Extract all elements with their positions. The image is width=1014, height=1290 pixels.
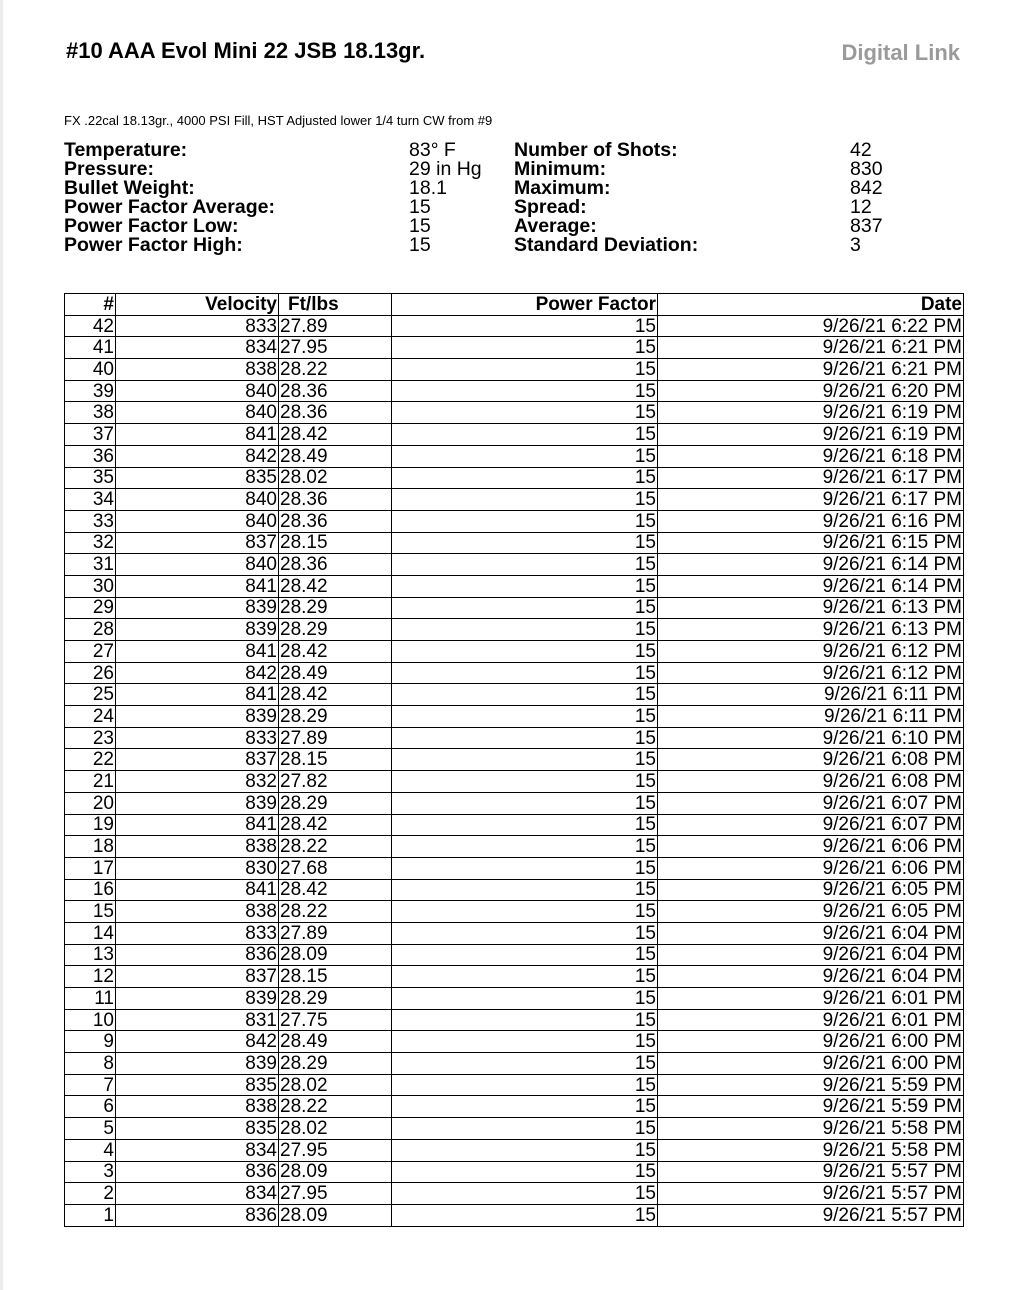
shot-number: 37 (65, 424, 116, 446)
shot-number: 42 (65, 315, 116, 337)
date-cell: 9/26/21 6:22 PM (658, 315, 964, 337)
table-row (65, 684, 964, 706)
velocity-cell: 838 (116, 1096, 279, 1118)
power-factor-cell: 15 (392, 424, 658, 446)
date-cell: 9/26/21 6:19 PM (658, 424, 964, 446)
ftlbs-cell: 28.36 (279, 554, 392, 576)
date-cell: 9/26/21 6:14 PM (658, 575, 964, 597)
shot-number: 21 (65, 771, 116, 793)
stats-right-labels (514, 141, 698, 255)
power-factor-cell: 15 (392, 1139, 658, 1161)
velocity-cell: 841 (116, 814, 279, 836)
shot-number: 8 (65, 1053, 116, 1075)
power-factor-cell: 15 (392, 706, 658, 728)
date-cell: 9/26/21 6:13 PM (658, 597, 964, 619)
table-row (65, 532, 964, 554)
power-factor-cell: 15 (392, 1183, 658, 1205)
ftlbs-cell: 28.42 (279, 575, 392, 597)
power-factor-cell: 15 (392, 315, 658, 337)
power-factor-cell: 15 (392, 944, 658, 966)
table-row (65, 1096, 964, 1118)
table-row (65, 1118, 964, 1140)
power-factor-cell: 15 (392, 1204, 658, 1226)
ftlbs-cell: 27.89 (279, 727, 392, 749)
velocity-cell: 841 (116, 684, 279, 706)
date-cell: 9/26/21 6:21 PM (658, 337, 964, 359)
date-cell: 9/26/21 5:59 PM (658, 1096, 964, 1118)
date-cell: 9/26/21 6:13 PM (658, 619, 964, 641)
shot-number: 33 (65, 510, 116, 532)
table-header-row (65, 294, 964, 316)
shot-number: 24 (65, 706, 116, 728)
shot-number: 32 (65, 532, 116, 554)
table-row (65, 424, 964, 446)
shot-number: 2 (65, 1183, 116, 1205)
date-cell: 9/26/21 6:21 PM (658, 359, 964, 381)
date-cell: 9/26/21 6:11 PM (658, 684, 964, 706)
ftlbs-cell: 28.02 (279, 1074, 392, 1096)
table-row (65, 337, 964, 359)
page-title: #10 AAA Evol Mini 22 JSB 18.13gr. (66, 38, 426, 63)
stat-value: 18.1 (409, 177, 447, 199)
ftlbs-cell: 28.36 (279, 380, 392, 402)
power-factor-cell: 15 (392, 597, 658, 619)
ftlbs-cell: 28.15 (279, 532, 392, 554)
power-factor-cell: 15 (392, 619, 658, 641)
ftlbs-cell: 28.36 (279, 489, 392, 511)
shot-number: 7 (65, 1074, 116, 1096)
velocity-cell: 840 (116, 402, 279, 424)
velocity-cell: 839 (116, 619, 279, 641)
date-cell: 9/26/21 6:16 PM (658, 510, 964, 532)
table-row (65, 727, 964, 749)
stat-label: Number of Shots: (514, 139, 678, 161)
stat-label: Average: (514, 215, 597, 237)
stat-value: 29 in Hg (409, 158, 482, 180)
shot-number: 23 (65, 727, 116, 749)
power-factor-cell: 15 (392, 1118, 658, 1140)
shot-number: 28 (65, 619, 116, 641)
date-cell: 9/26/21 6:00 PM (658, 1031, 964, 1053)
shot-number: 25 (65, 684, 116, 706)
ftlbs-cell: 28.09 (279, 944, 392, 966)
date-cell: 9/26/21 5:57 PM (658, 1183, 964, 1205)
velocity-cell: 839 (116, 706, 279, 728)
date-cell: 9/26/21 6:14 PM (658, 554, 964, 576)
power-factor-cell: 15 (392, 1096, 658, 1118)
power-factor-cell: 15 (392, 857, 658, 879)
shot-number: 30 (65, 575, 116, 597)
velocity-cell: 841 (116, 575, 279, 597)
stat-label: Spread: (514, 196, 587, 218)
table-row (65, 814, 964, 836)
ftlbs-cell: 28.49 (279, 445, 392, 467)
velocity-cell: 834 (116, 337, 279, 359)
velocity-cell: 833 (116, 315, 279, 337)
velocity-cell: 839 (116, 597, 279, 619)
power-factor-cell: 15 (392, 402, 658, 424)
shot-number: 1 (65, 1204, 116, 1226)
table-row (65, 380, 964, 402)
power-factor-cell: 15 (392, 922, 658, 944)
shot-number: 36 (65, 445, 116, 467)
shot-number: 15 (65, 901, 116, 923)
power-factor-cell: 15 (392, 359, 658, 381)
stats-right-values (850, 141, 883, 255)
col-header-ftlbs: Ft/lbs (279, 294, 392, 316)
shot-number: 11 (65, 988, 116, 1010)
shot-number: 22 (65, 749, 116, 771)
table-row (65, 706, 964, 728)
power-factor-cell: 15 (392, 467, 658, 489)
date-cell: 9/26/21 6:10 PM (658, 727, 964, 749)
power-factor-cell: 15 (392, 575, 658, 597)
date-cell: 9/26/21 6:06 PM (658, 836, 964, 858)
ftlbs-cell: 28.22 (279, 1096, 392, 1118)
power-factor-cell: 15 (392, 966, 658, 988)
shot-number: 20 (65, 792, 116, 814)
table-row (65, 1053, 964, 1075)
table-row (65, 901, 964, 923)
table-row (65, 1139, 964, 1161)
power-factor-cell: 15 (392, 988, 658, 1010)
table-row (65, 879, 964, 901)
velocity-cell: 837 (116, 532, 279, 554)
ftlbs-cell: 28.29 (279, 1053, 392, 1075)
date-cell: 9/26/21 6:18 PM (658, 445, 964, 467)
ftlbs-cell: 28.29 (279, 597, 392, 619)
shot-number: 39 (65, 380, 116, 402)
date-cell: 9/26/21 6:05 PM (658, 901, 964, 923)
power-factor-cell: 15 (392, 641, 658, 663)
date-cell: 9/26/21 5:57 PM (658, 1161, 964, 1183)
ftlbs-cell: 28.22 (279, 359, 392, 381)
power-factor-cell: 15 (392, 1009, 658, 1031)
power-factor-cell: 15 (392, 749, 658, 771)
date-cell: 9/26/21 6:04 PM (658, 922, 964, 944)
col-header-number: # (65, 294, 116, 316)
stats-left-labels (64, 141, 275, 255)
power-factor-cell: 15 (392, 792, 658, 814)
shot-number: 34 (65, 489, 116, 511)
page-edge (0, 0, 3, 1290)
stat-value: 842 (850, 177, 883, 199)
date-cell: 9/26/21 6:17 PM (658, 489, 964, 511)
shot-table (64, 293, 964, 1227)
ftlbs-cell: 27.75 (279, 1009, 392, 1031)
date-cell: 9/26/21 6:04 PM (658, 966, 964, 988)
ftlbs-cell: 27.95 (279, 1183, 392, 1205)
shot-number: 31 (65, 554, 116, 576)
table-row (65, 1161, 964, 1183)
velocity-cell: 840 (116, 554, 279, 576)
velocity-cell: 842 (116, 1031, 279, 1053)
ftlbs-cell: 28.02 (279, 1118, 392, 1140)
stat-label: Power Factor Low: (64, 215, 239, 237)
shot-number: 6 (65, 1096, 116, 1118)
table-row (65, 315, 964, 337)
ftlbs-cell: 27.82 (279, 771, 392, 793)
velocity-cell: 842 (116, 445, 279, 467)
date-cell: 9/26/21 6:12 PM (658, 662, 964, 684)
velocity-cell: 830 (116, 857, 279, 879)
velocity-cell: 833 (116, 922, 279, 944)
table-row (65, 1031, 964, 1053)
power-factor-cell: 15 (392, 1031, 658, 1053)
ftlbs-cell: 28.29 (279, 988, 392, 1010)
ftlbs-cell: 28.49 (279, 662, 392, 684)
table-body (65, 315, 964, 1226)
ftlbs-cell: 28.42 (279, 641, 392, 663)
stat-value: 15 (409, 234, 431, 256)
date-cell: 9/26/21 6:04 PM (658, 944, 964, 966)
table-row (65, 445, 964, 467)
velocity-cell: 835 (116, 1074, 279, 1096)
velocity-cell: 840 (116, 489, 279, 511)
velocity-cell: 838 (116, 901, 279, 923)
col-header-velocity: Velocity (116, 294, 279, 316)
ftlbs-cell: 27.89 (279, 315, 392, 337)
shot-number: 5 (65, 1118, 116, 1140)
ftlbs-cell: 28.42 (279, 684, 392, 706)
table-row (65, 597, 964, 619)
table-row (65, 1074, 964, 1096)
power-factor-cell: 15 (392, 1161, 658, 1183)
table-row (65, 1009, 964, 1031)
power-factor-cell: 15 (392, 727, 658, 749)
date-cell: 9/26/21 6:01 PM (658, 1009, 964, 1031)
shot-number: 40 (65, 359, 116, 381)
shot-number: 4 (65, 1139, 116, 1161)
power-factor-cell: 15 (392, 532, 658, 554)
ftlbs-cell: 28.49 (279, 1031, 392, 1053)
velocity-cell: 840 (116, 510, 279, 532)
date-cell: 9/26/21 5:58 PM (658, 1118, 964, 1140)
table-row (65, 988, 964, 1010)
shot-number: 26 (65, 662, 116, 684)
stat-label: Bullet Weight: (64, 177, 195, 199)
velocity-cell: 834 (116, 1183, 279, 1205)
shot-number: 27 (65, 641, 116, 663)
stat-value: 3 (850, 234, 861, 256)
shot-number: 13 (65, 944, 116, 966)
velocity-cell: 842 (116, 662, 279, 684)
stat-value: 15 (409, 196, 431, 218)
shot-number: 19 (65, 814, 116, 836)
ftlbs-cell: 28.09 (279, 1161, 392, 1183)
velocity-cell: 834 (116, 1139, 279, 1161)
shot-number: 35 (65, 467, 116, 489)
velocity-cell: 837 (116, 749, 279, 771)
col-header-date: Date (658, 294, 964, 316)
date-cell: 9/26/21 5:57 PM (658, 1204, 964, 1226)
table-row (65, 749, 964, 771)
power-factor-cell: 15 (392, 554, 658, 576)
stat-value: 12 (850, 196, 872, 218)
table-row (65, 1183, 964, 1205)
ftlbs-cell: 28.02 (279, 467, 392, 489)
table-row (65, 402, 964, 424)
ftlbs-cell: 28.36 (279, 402, 392, 424)
date-cell: 9/26/21 5:58 PM (658, 1139, 964, 1161)
shot-number: 38 (65, 402, 116, 424)
shot-number: 29 (65, 597, 116, 619)
ftlbs-cell: 28.15 (279, 966, 392, 988)
velocity-cell: 836 (116, 944, 279, 966)
stat-label: Power Factor Average: (64, 196, 275, 218)
power-factor-cell: 15 (392, 1074, 658, 1096)
stat-label: Power Factor High: (64, 234, 243, 256)
table-row (65, 619, 964, 641)
ftlbs-cell: 28.15 (279, 749, 392, 771)
table-row (65, 1204, 964, 1226)
velocity-cell: 835 (116, 1118, 279, 1140)
stat-value: 15 (409, 215, 431, 237)
power-factor-cell: 15 (392, 879, 658, 901)
power-factor-cell: 15 (392, 380, 658, 402)
table-row (65, 510, 964, 532)
table-row (65, 922, 964, 944)
date-cell: 9/26/21 6:08 PM (658, 771, 964, 793)
ftlbs-cell: 28.36 (279, 510, 392, 532)
stat-label: Standard Deviation: (514, 234, 699, 256)
table-row (65, 662, 964, 684)
shot-number: 10 (65, 1009, 116, 1031)
stat-value: 83° F (409, 139, 456, 161)
shot-number: 17 (65, 857, 116, 879)
date-cell: 9/26/21 5:59 PM (658, 1074, 964, 1096)
ftlbs-cell: 27.95 (279, 1139, 392, 1161)
date-cell: 9/26/21 6:19 PM (658, 402, 964, 424)
velocity-cell: 837 (116, 966, 279, 988)
shot-number: 14 (65, 922, 116, 944)
table-row (65, 467, 964, 489)
stat-label: Maximum: (514, 177, 611, 199)
power-factor-cell: 15 (392, 337, 658, 359)
ftlbs-cell: 27.89 (279, 922, 392, 944)
ftlbs-cell: 27.95 (279, 337, 392, 359)
ftlbs-cell: 27.68 (279, 857, 392, 879)
date-cell: 9/26/21 6:05 PM (658, 879, 964, 901)
ftlbs-cell: 28.29 (279, 619, 392, 641)
velocity-cell: 832 (116, 771, 279, 793)
date-cell: 9/26/21 6:00 PM (658, 1053, 964, 1075)
table-row (65, 554, 964, 576)
brand-label: Digital Link (841, 40, 960, 65)
ftlbs-cell: 28.22 (279, 836, 392, 858)
stat-label: Temperature: (64, 139, 188, 161)
session-description: FX .22cal 18.13gr., 4000 PSI Fill, HST Adjusted lower 1/4 turn CW from #9 (64, 113, 493, 128)
table-row (65, 641, 964, 663)
velocity-cell: 838 (116, 359, 279, 381)
velocity-cell: 841 (116, 641, 279, 663)
ftlbs-cell: 28.09 (279, 1204, 392, 1226)
table-row (65, 857, 964, 879)
date-cell: 9/26/21 6:07 PM (658, 792, 964, 814)
table-row (65, 575, 964, 597)
date-cell: 9/26/21 6:01 PM (658, 988, 964, 1010)
shot-number: 9 (65, 1031, 116, 1053)
col-header-power-factor: Power Factor (392, 294, 658, 316)
power-factor-cell: 15 (392, 814, 658, 836)
power-factor-cell: 15 (392, 445, 658, 467)
velocity-cell: 841 (116, 424, 279, 446)
velocity-cell: 839 (116, 792, 279, 814)
power-factor-cell: 15 (392, 1053, 658, 1075)
stat-label: Pressure: (64, 158, 154, 180)
date-cell: 9/26/21 6:06 PM (658, 857, 964, 879)
ftlbs-cell: 28.42 (279, 879, 392, 901)
table-row (65, 966, 964, 988)
power-factor-cell: 15 (392, 901, 658, 923)
power-factor-cell: 15 (392, 489, 658, 511)
table-row (65, 771, 964, 793)
power-factor-cell: 15 (392, 771, 658, 793)
date-cell: 9/26/21 6:12 PM (658, 641, 964, 663)
velocity-cell: 836 (116, 1204, 279, 1226)
date-cell: 9/26/21 6:07 PM (658, 814, 964, 836)
stats-left-values (409, 141, 482, 255)
date-cell: 9/26/21 6:11 PM (658, 706, 964, 728)
power-factor-cell: 15 (392, 684, 658, 706)
ftlbs-cell: 28.42 (279, 424, 392, 446)
velocity-cell: 838 (116, 836, 279, 858)
shot-number: 16 (65, 879, 116, 901)
table-row (65, 836, 964, 858)
velocity-cell: 836 (116, 1161, 279, 1183)
stat-value: 837 (850, 215, 883, 237)
stat-value: 42 (850, 139, 872, 161)
power-factor-cell: 15 (392, 836, 658, 858)
velocity-cell: 839 (116, 988, 279, 1010)
table-row (65, 489, 964, 511)
velocity-cell: 840 (116, 380, 279, 402)
velocity-cell: 831 (116, 1009, 279, 1031)
date-cell: 9/26/21 6:20 PM (658, 380, 964, 402)
stat-label: Minimum: (514, 158, 607, 180)
table-row (65, 792, 964, 814)
velocity-cell: 841 (116, 879, 279, 901)
table-row (65, 359, 964, 381)
ftlbs-cell: 28.42 (279, 814, 392, 836)
shot-number: 18 (65, 836, 116, 858)
velocity-cell: 833 (116, 727, 279, 749)
shot-number: 41 (65, 337, 116, 359)
ftlbs-cell: 28.29 (279, 792, 392, 814)
power-factor-cell: 15 (392, 510, 658, 532)
date-cell: 9/26/21 6:17 PM (658, 467, 964, 489)
velocity-cell: 839 (116, 1053, 279, 1075)
stat-value: 830 (850, 158, 883, 180)
date-cell: 9/26/21 6:08 PM (658, 749, 964, 771)
ftlbs-cell: 28.22 (279, 901, 392, 923)
velocity-cell: 835 (116, 467, 279, 489)
power-factor-cell: 15 (392, 662, 658, 684)
ftlbs-cell: 28.29 (279, 706, 392, 728)
shot-number: 12 (65, 966, 116, 988)
shot-number: 3 (65, 1161, 116, 1183)
date-cell: 9/26/21 6:15 PM (658, 532, 964, 554)
table-row (65, 944, 964, 966)
